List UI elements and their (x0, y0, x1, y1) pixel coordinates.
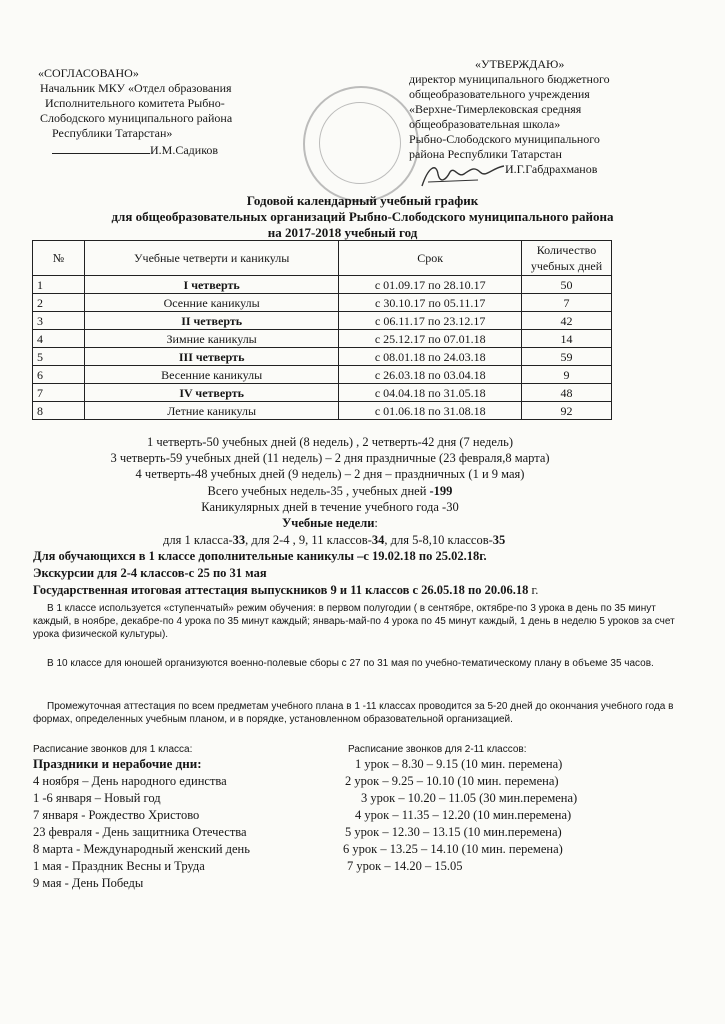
row-days: 14 (522, 330, 612, 348)
row-dates: с 01.09.17 по 28.10.17 (339, 276, 522, 294)
confirm-signatory: И.Г.Габдрахманов (505, 162, 598, 176)
confirm-line: «Верхне-Тимерлековская средняя (409, 102, 582, 116)
handwritten-signature (418, 160, 508, 190)
confirm-line: района Республики Татарстан (409, 147, 562, 161)
sw-part: , для 2-4 , 9, 11 классов- (245, 533, 372, 547)
study-weeks-title: Учебные недели (282, 516, 375, 530)
column-header: № (33, 241, 85, 276)
row-number: 1 (33, 276, 85, 294)
table-row (33, 402, 612, 420)
signature-line (52, 153, 150, 154)
holiday-item: 4 ноября – День народного единства (33, 774, 227, 788)
summary-q3: 3 четверть-59 учебных дней (11 недель) – 2 дня праздничные (23 февраля,8 марта) (110, 451, 550, 465)
military-paragraph: В 10 классе для юношей организуются военно-полевые сборы с 27 по 31 мая по учебно-тематическому плану в объеме 35 часов. (47, 658, 654, 669)
approval-heading: «СОГЛАСОВАНО» (38, 66, 139, 80)
confirm-block (405, 57, 610, 177)
row-period-name: Осенние каникулы (84, 294, 338, 312)
row-number: 2 (33, 294, 85, 312)
holiday-item: 9 мая - День Победы (33, 876, 144, 890)
confirm-line: общеобразовательная школа» (409, 117, 561, 131)
row-days: 9 (522, 366, 612, 384)
approval-signatory: И.М.Садиков (150, 143, 219, 157)
row-days: 59 (522, 348, 612, 366)
title-line-1: Годовой календарный учебный график (246, 193, 479, 208)
table-row (33, 348, 612, 366)
table-row (33, 312, 612, 330)
excursions: Экскурсии для 2-4 классов-с 25 по 31 мая (33, 566, 267, 580)
sw-value: 35 (492, 533, 506, 547)
row-days: 50 (522, 276, 612, 294)
row-number: 4 (33, 330, 85, 348)
interim-attestation-paragraph: Промежуточная аттестация по всем предметам учебного плана в 1 -11 классах проводится за 5-20 дней до окончания учебного года в формах, определенных учебным планом, и в порядке, установленном образовательной организацией. (33, 701, 674, 725)
summary-weeks-label: Всего учебных недель-35 , учебных дней (207, 484, 430, 498)
row-number: 6 (33, 366, 85, 384)
column-header: Срок (339, 241, 522, 276)
row-period-name: Зимние каникулы (84, 330, 338, 348)
lesson-time: 3 урок – 10.20 – 11.05 (30 мин.перемена) (361, 791, 578, 805)
table-header-row (33, 241, 612, 276)
row-days: 48 (522, 384, 612, 402)
approval-line: Республики Татарстан» (52, 126, 173, 140)
study-weeks-heading (0, 516, 660, 531)
lesson-time: 2 урок – 9.25 – 10.10 (10 мин. перемена) (345, 774, 559, 788)
bells-grade1-title: Расписание звонков для 1 класса: (33, 744, 193, 755)
row-period-name: Летние каникулы (84, 402, 338, 420)
sw-value: 34 (371, 533, 385, 547)
holidays-list (33, 773, 250, 892)
confirm-line: общеобразовательного учреждения (409, 87, 590, 101)
lesson-time: 7 урок – 14.20 – 15.05 (347, 859, 463, 873)
row-period-name: III четверть (84, 348, 338, 366)
summary-q4: 4 четверть-48 учебных дней (9 недель) – 2 дня – праздничных (1 и 9 мая) (135, 467, 525, 481)
column-header: Количество учебных дней (522, 241, 612, 276)
lesson-time: 6 урок – 13.25 – 14.10 (10 мин. перемена) (343, 842, 563, 856)
row-days: 42 (522, 312, 612, 330)
study-weeks-detail (163, 533, 505, 548)
row-number: 5 (33, 348, 85, 366)
summary-q12: 1 четверть-50 учебных дней (8 недель) , 2 четверть-42 дня (7 недель) (146, 435, 514, 449)
holiday-item: 1 мая - Праздник Весны и Труда (33, 859, 205, 873)
row-dates: с 06.11.17 по 23.12.17 (339, 312, 522, 330)
row-dates: с 25.12.17 по 07.01.18 (339, 330, 522, 348)
title-line-3: на 2017-2018 учебный год (267, 225, 418, 240)
step-mode-paragraph: В 1 классе используется «ступенчатый» режим обучения: в первом полугодии ( в сентябре, октябре-по 3 урока в день по 35 минут каждый, в ноябре, декабре-по 4 урока по 35 минут каждый; январь-май-по 4 урока по 45 минут каждый, 1 день в неделю 5 уроков за счет урока физической культуры). (33, 603, 675, 640)
approval-line: Слободского муниципального района (40, 111, 233, 125)
official-stamp (303, 86, 419, 202)
lesson-time: 4 урок – 11.35 – 12.20 (10 мин.перемена) (355, 808, 572, 822)
table-row (33, 294, 612, 312)
lesson-time: 5 урок – 12.30 – 13.15 (10 мин.перемена) (345, 825, 562, 839)
holidays-heading: Праздники и нерабочие дни: (33, 756, 202, 771)
holiday-item: 1 -6 января – Новый год (33, 791, 161, 805)
row-dates: с 04.04.18 по 31.05.18 (339, 384, 522, 402)
row-period-name: I четверть (84, 276, 338, 294)
row-number: 8 (33, 402, 85, 420)
holiday-item: 8 марта - Международный женский день (33, 842, 250, 856)
sw-value: 33 (232, 533, 246, 547)
row-dates: с 26.03.18 по 03.04.18 (339, 366, 522, 384)
summary-weeks-days: -199 (429, 484, 453, 498)
row-period-name: II четверть (84, 312, 338, 330)
table-row (33, 384, 612, 402)
table-row (33, 366, 612, 384)
row-number: 3 (33, 312, 85, 330)
summary-weeks (0, 484, 660, 499)
row-dates: с 08.01.18 по 24.03.18 (339, 348, 522, 366)
column-header: Учебные четверти и каникулы (84, 241, 338, 276)
schedule-table (32, 240, 612, 420)
row-days: 92 (522, 402, 612, 420)
study-weeks-colon: : (374, 516, 378, 530)
attestation-suffix: г. (531, 583, 539, 597)
bells-grade2-11-title: Расписание звонков для 2-11 классов: (348, 744, 527, 755)
lesson-times (343, 756, 577, 875)
sw-part: для 1 класса- (163, 533, 233, 547)
attestation-text: Государственная итоговая аттестация выпускников 9 и 11 классов с 26.05.18 по 20.06.18 (33, 583, 532, 597)
row-number: 7 (33, 384, 85, 402)
row-days: 7 (522, 294, 612, 312)
row-period-name: Весенние каникулы (84, 366, 338, 384)
attestation (33, 583, 538, 598)
title-line-2: для общеобразовательных организаций Рыбно-Слободского муниципального района (111, 209, 614, 224)
row-dates: с 30.10.17 по 05.11.17 (339, 294, 522, 312)
approval-block (38, 66, 232, 158)
holiday-item: 7 января - Рождество Христово (33, 808, 200, 822)
row-period-name: IV четверть (84, 384, 338, 402)
table-row (33, 276, 612, 294)
confirm-heading: «УТВЕРЖДАЮ» (475, 57, 565, 71)
sw-part: , для 5-8,10 классов- (384, 533, 493, 547)
summary-holidays: Каникулярных дней в течение учебного года -30 (201, 500, 459, 514)
approval-line: Начальник МКУ «Отдел образования (40, 81, 232, 95)
row-dates: с 01.06.18 по 31.08.18 (339, 402, 522, 420)
approval-line: Исполнительного комитета Рыбно- (45, 96, 225, 110)
table-row (33, 330, 612, 348)
first-grade-holidays: Для обучающихся в 1 классе дополнительные каникулы –с 19.02.18 по 25.02.18г. (33, 549, 487, 563)
lesson-time: 1 урок – 8.30 – 9.15 (10 мин. перемена) (355, 757, 563, 771)
confirm-line: Рыбно-Слободского муниципального (409, 132, 600, 146)
holiday-item: 23 февраля - День защитника Отечества (33, 825, 247, 839)
confirm-line: директор муниципального бюджетного (409, 72, 610, 86)
